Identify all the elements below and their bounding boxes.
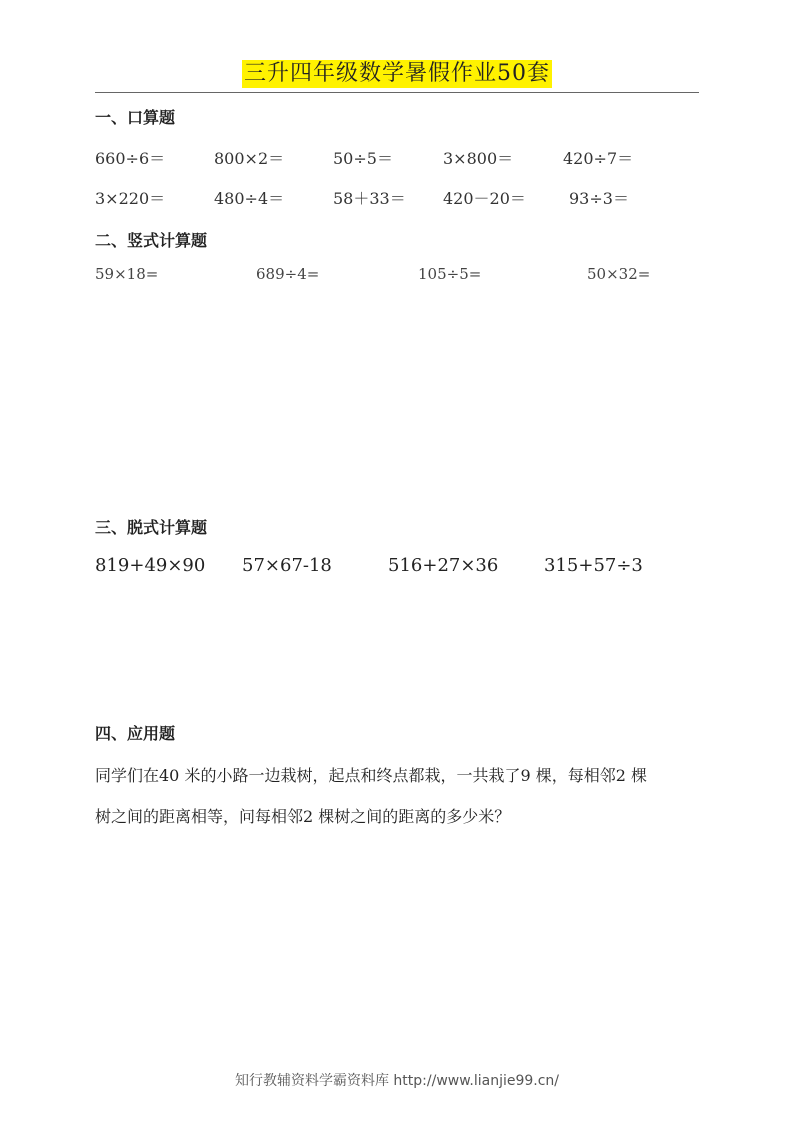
oral-item: 800×2＝ (214, 149, 285, 168)
footer-watermark: 知行教辅资料学霸资料库 http://www.lianjie99.cn/ (234, 1073, 560, 1089)
vertical-item: 50×32= (587, 265, 651, 283)
oral-item: 93÷3＝ (569, 189, 629, 208)
oral-item: 420－20＝ (443, 189, 526, 208)
oral-item: 3×800＝ (443, 149, 514, 168)
mixed-item: 516+27×36 (388, 555, 499, 576)
vertical-item: 689÷4= (256, 265, 320, 283)
oral-item: 3×220＝ (95, 189, 166, 208)
oral-item: 58＋33＝ (333, 189, 406, 208)
vertical-heading: 二、竖式计算题 (95, 231, 208, 250)
title-rule (95, 92, 699, 93)
mixed-heading: 三、脱式计算题 (95, 518, 208, 537)
page-title: 三升四年级数学暑假作业50套 (244, 61, 550, 86)
oral-item: 480÷4＝ (214, 189, 285, 208)
word-heading: 四、应用题 (95, 724, 176, 743)
word-problem-line: 同学们在40 米的小路一边栽树，起点和终点都栽，一共栽了9 棵，每相邻2 棵 (95, 766, 647, 785)
title-wrap (0, 60, 794, 88)
oral-item: 50÷5＝ (333, 149, 393, 168)
oral-heading: 一、口算题 (95, 108, 176, 127)
oral-item: 420÷7＝ (563, 149, 634, 168)
mixed-item: 57×67-18 (242, 555, 332, 576)
vertical-item: 105÷5= (418, 265, 482, 283)
mixed-item: 819+49×90 (95, 555, 206, 576)
oral-item: 660÷6＝ (95, 149, 166, 168)
mixed-item: 315+57÷3 (544, 555, 643, 576)
vertical-item: 59×18= (95, 265, 159, 283)
word-problem-line: 树之间的距离相等，问每相邻2 棵树之间的距离的多少米？ (95, 807, 511, 826)
